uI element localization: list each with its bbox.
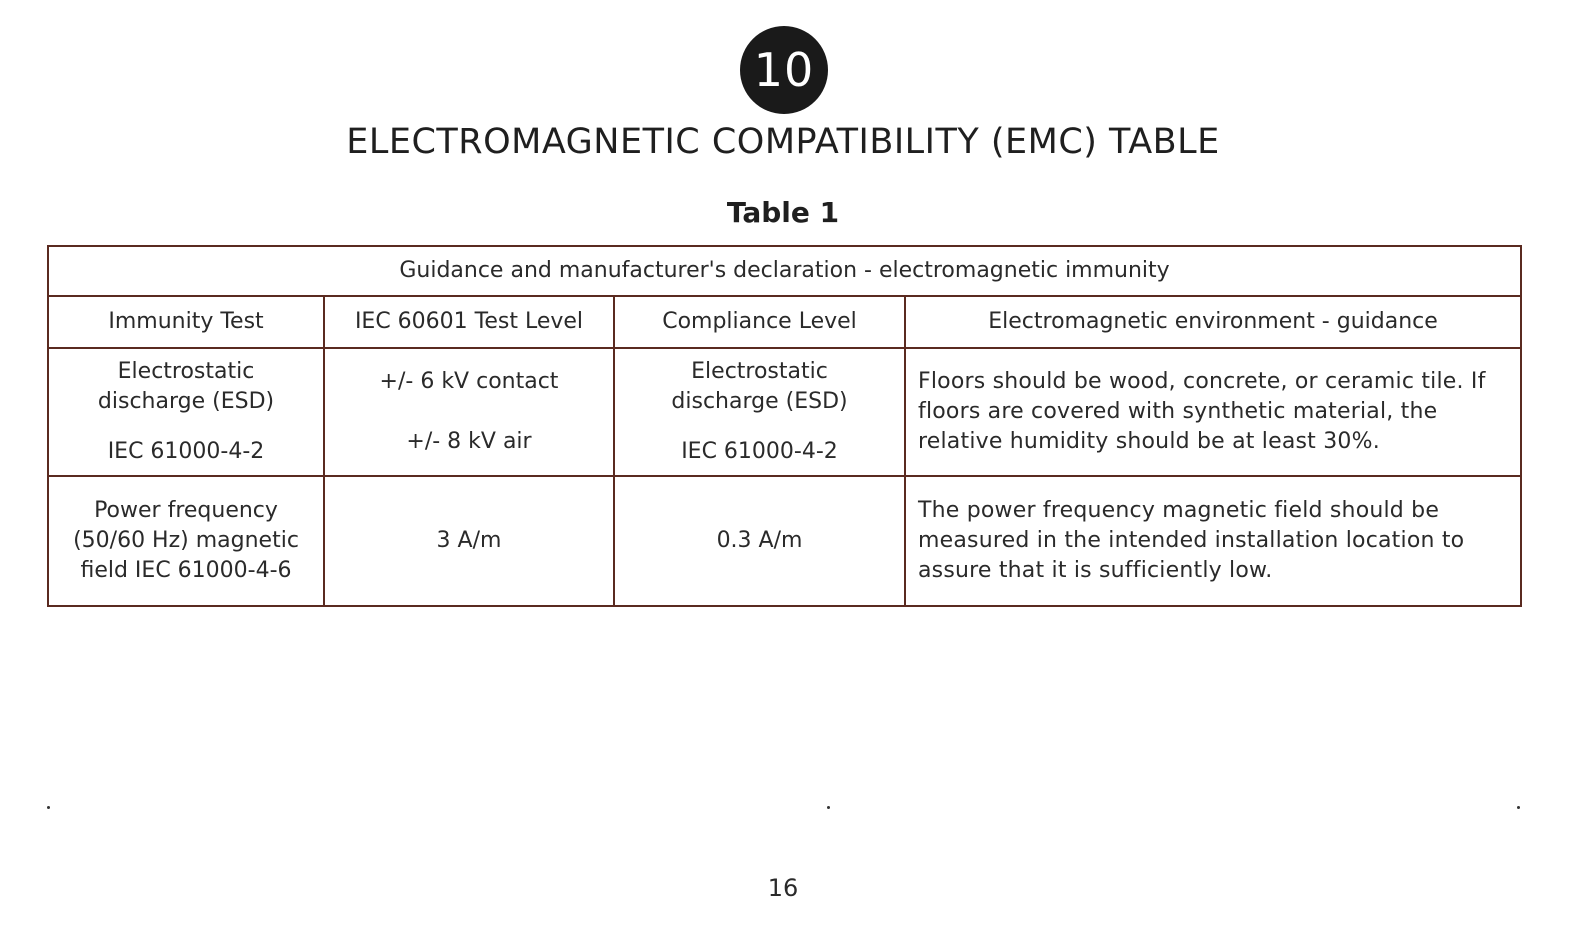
guidance-cell: Floors should be wood, concrete, or ceramic tile. If floors are covered with synthetic material, the relative humidity should be at least 30%. [905,348,1521,476]
test-level-cell: 3 A/m [324,476,614,606]
test-level-cell [324,348,614,476]
table-caption: Table 1 [726,196,840,229]
immunity-test-cell [48,476,324,606]
compliance-line2: discharge (ESD) [671,389,848,414]
compliance-line1: Electrostatic [691,359,828,384]
compliance-level-cell: 0.3 A/m [614,476,905,606]
page-number: 16 [767,874,799,902]
column-header-compliance-level: Compliance Level [614,296,905,348]
immunity-test-cell [48,348,324,476]
immunity-test-standard: IEC 61000-4-2 [107,439,265,464]
crop-mark-right [1517,806,1520,809]
section-number-badge [740,26,828,114]
table-banner: Guidance and manufacturer's declaration - electromagnetic immunity [48,246,1521,296]
immunity-test-line1: Power frequency [94,498,278,523]
table-row [48,476,1521,606]
immunity-test-line1: Electrostatic [117,359,255,384]
section-number: 10 [753,43,815,97]
immunity-test-standard: field IEC 61000-4-6 [80,558,292,583]
crop-mark-left [47,806,50,809]
immunity-test-line2: (50/60 Hz) magnetic [73,528,299,553]
immunity-test-line2: discharge (ESD) [97,389,275,414]
test-level-air: +/- 8 kV air [406,429,532,454]
compliance-standard: IEC 61000-4-2 [681,439,838,464]
column-header-guidance: Electromagnetic environment - guidance [905,296,1521,348]
column-header-test-level: IEC 60601 Test Level [324,296,614,348]
test-level-contact: +/- 6 kV contact [379,369,559,394]
column-header-immunity-test: Immunity Test [48,296,324,348]
table-banner-row [48,246,1521,296]
crop-mark-center [827,806,830,809]
table-header-row [48,296,1521,348]
guidance-cell: The power frequency magnetic field should be measured in the intended installation location to assure that it is sufficiently low. [905,476,1521,606]
compliance-level-cell [614,348,905,476]
table-row [48,348,1521,476]
emc-immunity-table [47,245,1522,607]
page-title: ELECTROMAGNETIC COMPATIBILITY (EMC) TABLE [346,122,1220,162]
